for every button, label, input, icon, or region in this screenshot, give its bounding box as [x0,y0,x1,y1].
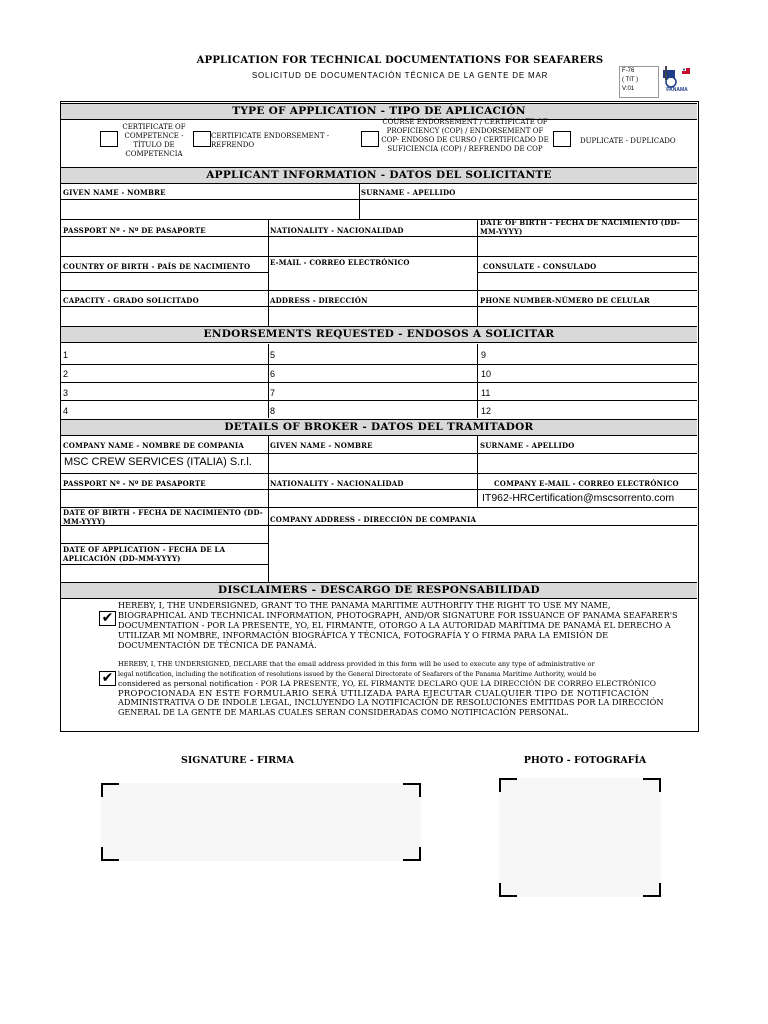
form-version: V:01 [622,86,635,92]
option-certificate-endorsement: CERTIFICATE ENDORSEMENT - REFRENDO [211,132,330,149]
form-type: ( TIT ) [622,77,639,83]
signature-box[interactable] [101,783,421,861]
form-title: APPLICATION FOR TECHNICAL DOCUMENTATIONS FOR SEAFARERS [196,55,604,66]
label-given-name: GIVEN NAME - NOMBRE [63,188,166,197]
label-country-of-birth: COUNTRY OF BIRTH - PAÍS DE NACIMIENTO [63,262,251,271]
label-capacity: CAPACITY - GRADO SOLICITADO [63,296,199,305]
input-date-of-application[interactable] [62,565,267,582]
disclaimer-1-line: HEREBY, I, THE UNDERSIGNED, GRANT TO THE PANAMA MARITIME AUTHORITY THE RIGHT TO USE MY NAME, [118,600,611,610]
signature-label: SIGNATURE - FIRMA [181,755,294,766]
form-code: F-76 [622,68,635,74]
checkbox-disclaimer-1[interactable] [99,611,116,626]
disclaimer-2-text [118,660,696,718]
disclaimer-2-line: legal notification, including the notification of resolutions issued by the General Directorate of Seafarers of the Panama Maritime Authority, would be [118,670,597,678]
disclaimer-1-line: BIOGRAPHICAL AND TECHNICAL INFORMATION, PHOTOGRAPH, AND/OR SIGNATURE FOR ISSUANCE OF PANAMA SEAFARER'S [118,610,678,620]
label-broker-nationality: NATIONALITY - NACIONALIDAD [270,479,404,488]
label-date-of-application: DATE OF APPLICATION - FECHA DE LA APLICACIÓN (DD-MM-YYYY) [63,545,226,563]
input-address[interactable] [269,307,477,325]
checkmark-icon: ✔ [101,610,114,626]
panama-maritime-authority-logo [660,64,694,96]
section-applicant-information: APPLICANT INFORMATION - DATOS DEL SOLICITANTE [61,167,697,184]
section-disclaimers: DISCLAIMERS - DESCARGO DE RESPONSABILIDAD [61,582,697,599]
checkbox-certificate-of-competence[interactable] [100,131,118,147]
input-nationality[interactable] [269,237,477,255]
endorsement-12[interactable]: 12 [481,406,492,416]
input-passport[interactable] [62,237,267,255]
input-email[interactable] [269,268,477,290]
input-company-name[interactable]: MSC CREW SERVICES (ITALIA) S.r.l. [64,456,252,468]
input-capacity[interactable] [62,307,267,325]
input-company-address[interactable] [269,526,696,582]
input-broker-nationality[interactable] [269,490,477,507]
checkbox-course-endorsement[interactable] [361,131,379,147]
endorsement-4[interactable]: 4 [63,406,69,416]
input-broker-surname[interactable] [479,454,696,472]
endorsement-8[interactable]: 8 [270,406,276,416]
disclaimer-1-line: DOCUMENTACIÓN DE TÉCNICA DE PANAMÁ. [118,640,317,650]
checkmark-icon: ✔ [101,670,114,686]
label-address: ADDRESS - DIRECCIÓN [270,296,368,305]
label-consulate: CONSULATE - CONSULADO [483,262,597,271]
photo-box[interactable] [499,778,661,897]
disclaimer-2-line: HEREBY, I, THE UNDERSIGNED, DECLARE that the email address provided in this form will be used to execute any type of administrative or [118,660,595,668]
checkbox-duplicate[interactable] [553,131,571,147]
input-surname[interactable] [360,200,696,218]
disclaimer-2-line: ADMINISTRATIVA O DE INDOLE LEGAL, INCLUYENDO LA NOTIFICACIÓN DE RESOLUCIONES EMITIDAS POR LA DIRECCIÓN [118,697,664,708]
disclaimer-2-line: considered as personal notification - POR LA PRESENTE, YO, EL FIRMANTE DECLARO QUE LA DIRECCIÓN DE CORREO ELECTRÓNICO [118,679,657,689]
checkbox-certificate-endorsement[interactable] [193,131,211,147]
endorsement-6[interactable]: 6 [270,369,276,379]
endorsement-10[interactable]: 10 [481,369,492,379]
disclaimer-2-line: PROPOCIONADA EN ESTE FORMULARIO SERÁ UTILIZADA PARA EJECUTAR CUALQUIER TIPO DE NOTIFICACIÓN [118,687,650,698]
endorsement-9[interactable]: 9 [481,350,487,360]
section-type-of-application: TYPE OF APPLICATION - TIPO DE APLICACIÓN [61,103,697,120]
checkbox-disclaimer-2[interactable] [99,671,116,686]
input-country-of-birth[interactable] [62,273,267,290]
option-certificate-of-competence: CERTIFICATE OF COMPETENCE - TÍTULO DE COMPETENCIA [122,123,186,158]
label-broker-dob: DATE OF BIRTH - FECHA DE NACIMIENTO (DD-MM-YYYY) [63,508,263,526]
disclaimer-1-text [118,600,696,650]
label-date-of-birth: DATE OF BIRTH - FECHA DE NACIMIENTO (DD-MM-YYYY) [480,218,680,236]
photo-label: PHOTO - FOTOGRAFÍA [523,755,647,766]
form-subtitle: SOLICITUD DE DOCUMENTACIÓN TÉCNICA DE LA GENTE DE MAR [251,71,549,80]
label-broker-surname: SURNAME - APELLIDO [480,441,575,450]
input-given-name[interactable] [62,200,358,218]
input-broker-passport[interactable] [62,490,267,507]
input-consulate[interactable] [479,273,696,290]
endorsement-11[interactable]: 11 [481,388,491,398]
label-company-name: COMPANY NAME - NOMBRE DE COMPANIA [63,441,245,450]
section-broker: DETAILS OF BROKER - DATOS DEL TRAMITADOR [61,419,697,436]
section-endorsements: ENDORSEMENTS REQUESTED - ENDOSOS A SOLICITAR [61,326,697,343]
endorsement-7[interactable]: 7 [270,388,276,398]
endorsement-3[interactable]: 3 [63,388,69,398]
label-passport: PASSPORT Nº - Nº DE PASAPORTE [63,226,206,235]
input-broker-given-name[interactable] [269,454,477,472]
label-broker-passport: PASSPORT Nº - Nº DE PASAPORTE [63,479,206,488]
label-nationality: NATIONALITY - NACIONALIDAD [270,226,404,235]
disclaimer-1-line: DOCUMENTATION - POR LA PRESENTE, YO, EL FIRMANTE, OTORGO A LA AUTORIDAD MARÍTIMA DE PANAMÁ EL DERECHO A [118,620,671,630]
endorsement-2[interactable]: 2 [63,369,69,379]
label-email: E-MAIL - CORREO ELECTRÓNICO [270,258,410,267]
input-date-of-birth[interactable] [479,237,696,255]
label-broker-given-name: GIVEN NAME - NOMBRE [270,441,373,450]
label-phone: PHONE NUMBER-NÚMERO DE CELULAR [480,296,650,305]
input-company-email[interactable]: IT962-HRCertification@mscsorrento.com [482,492,675,504]
option-duplicate: DUPLICATE - DUPLICADO [580,137,676,145]
form-code-box [619,66,659,98]
label-company-address: COMPANY ADDRESS - DIRECCIÓN DE COMPANIA [270,515,477,524]
option-course-endorsement: COURSE ENDORSEMENT / CERTIFICATE OF PROFICIENCY (COP) / ENDORSEMENT OF COP- ENDOSO DE CURSO / CERTIFICADO DE SUFICIENCIA (COP) / REFRENDO DE COP [381,118,549,153]
disclaimer-2-line: GENERAL DE LA GENTE DE MARLAS CUALES SERAN CONSIDERADAS COMO NOTIFICACIÓN PERSONAL. [118,707,569,717]
input-broker-dob[interactable] [62,526,267,543]
label-surname: SURNAME - APELLIDO [361,188,456,197]
input-phone[interactable] [479,307,696,325]
logo-text: PANAMA [666,87,688,93]
disclaimer-1-line: UTILIZAR MI NOMBRE, INFORMACIÓN BIOGRÁFICA Y TÉCNICA, FOTOGRAFÍA Y O FIRMA PARA LA EMISIÓN DE [118,630,609,640]
label-company-email: COMPANY E-MAIL - CORREO ELECTRÓNICO [494,479,679,488]
endorsement-1[interactable]: 1 [63,350,69,360]
endorsement-5[interactable]: 5 [270,350,276,360]
